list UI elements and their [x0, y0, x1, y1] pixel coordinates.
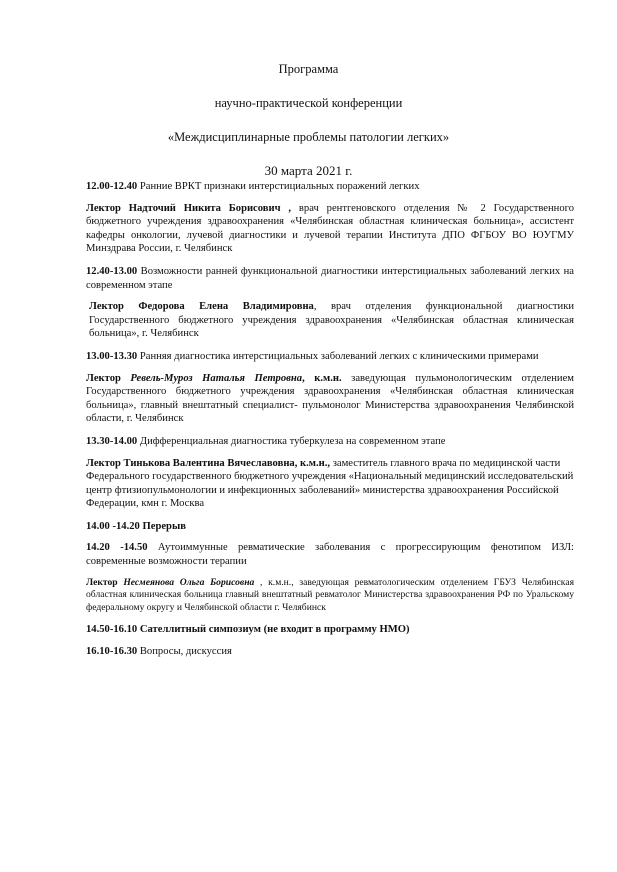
session-time: 14.20 -14.50: [86, 542, 148, 554]
break-label: Перерыв: [142, 520, 186, 532]
session-time: 13.00-13.30: [86, 350, 138, 362]
lecturer-info: врач рентгеновского отделения № 2 Государственного бюджетного учреждения здравоохранения «Челябинская областная клиническая больница», ассистент кафедры онкологии, лучевой диагностики и лучевой терапии Института ДПО ФГБОУ ВО ЮУГМУ Минздрава России, г. Челябинск: [86, 202, 575, 255]
session-4: [86, 435, 574, 449]
lecturer-prefix: Лектор: [89, 301, 139, 313]
session-2: [86, 265, 574, 292]
symposium-row: [86, 623, 574, 637]
session-3: [86, 350, 574, 364]
program-title: Программа: [278, 62, 339, 76]
discussion-row: [86, 645, 574, 659]
conference-date: 30 марта 2021 г.: [264, 163, 353, 178]
lecturer-2: [86, 300, 574, 341]
discussion-topic: Вопросы, дискуссия: [139, 646, 232, 658]
program-subtitle: научно-практической конференции: [214, 96, 403, 110]
session-topic: Ранняя диагностика интерстициальных заболеваний легких с клиническими примерами: [139, 350, 539, 362]
lecturer-prefix: Лектор: [86, 457, 124, 469]
lecturer-info: , врач отделения функциональной диагностики Государственного бюджетного учреждения здравоохранения «Челябинская областная клиническая больница», г. Челябинск: [89, 301, 575, 340]
session-1: [86, 180, 574, 194]
discussion-time: 16.10-16.30: [86, 646, 138, 658]
symposium-time: 14.50-16.10: [86, 624, 138, 636]
lecturer-name: Несмеянова Ольга Борисовна: [123, 576, 255, 588]
session-topic: Дифференциальная диагностика туберкулеза на современном этапе: [139, 435, 446, 447]
session-5: [86, 541, 574, 568]
lecturer-prefix: Лектор: [86, 202, 129, 214]
lecturer-info: заместитель главного врача по медицинской части Федерального государственного бюджетного учреждения «Национальный медицинский исследовательский центр фтизиопульмонологии и инфекционных заболеваний» министерства здравоохранения Российской Федерации, кмн г. Москва: [86, 457, 574, 510]
program-schedule: [86, 180, 574, 667]
lecturer-3: [86, 372, 574, 426]
lecturer-4: [86, 457, 574, 511]
session-time: 12.00-12.40: [86, 181, 138, 192]
lecturer-name: Федорова Елена Владимировна: [138, 301, 314, 313]
session-topic: Аутоиммунные ревматические заболевания с прогрессирующим фенотипом ИЗЛ: современные возможности терапии: [86, 542, 574, 568]
lecturer-info: , к.м.н., заведующая ревматологическим отделением ГБУЗ Челябинская областная клиническая больница главный внештатный ревматолог Министерства здравоохранения РФ по Уральскому федеральному округу и Челябинской области г. Челябинск: [86, 576, 574, 613]
session-topic: Возможности ранней функциональной диагностики интерстициальных заболеваний легких на современном этапе: [86, 265, 574, 291]
break-time: 14.00 -14.20: [86, 520, 140, 532]
lecturer-degree: к.м.н.,: [297, 457, 331, 469]
lecturer-degree: , к.м.н.: [302, 372, 342, 384]
lecturer-name: Надточий Никита Борисович ,: [128, 202, 292, 214]
lecturer-name: Тинькова Валентина Вячеславовна,: [123, 457, 298, 469]
session-time: 13.30-14.00: [86, 435, 138, 447]
session-topic: Ранние ВРКТ признаки интерстициальных поражений легких: [139, 181, 420, 192]
lecturer-info: заведующая пульмонологическим отделением Государственного бюджетного учреждения здравоохранения «Челябинская областная клиническая больница», главный внештатный специалист- пульмонолог Министерства здравоохранения Челябинской области, г. Челябинск: [86, 372, 574, 425]
break-row: [86, 520, 574, 534]
lecturer-prefix: Лектор: [86, 372, 131, 384]
conference-name: «Междисциплинарные проблемы патологии легких»: [167, 130, 450, 144]
lecturer-1: [86, 202, 574, 256]
lecturer-5: [86, 577, 574, 615]
lecturer-prefix: Лектор: [86, 576, 124, 588]
symposium-label: Сателлитный симпозиум (не входит в программу НМО): [139, 624, 410, 636]
program-header: [0, 62, 617, 198]
session-time: 12.40-13.00: [86, 265, 138, 277]
lecturer-name: Ревель-Муроз Наталья Петровна: [130, 372, 303, 384]
